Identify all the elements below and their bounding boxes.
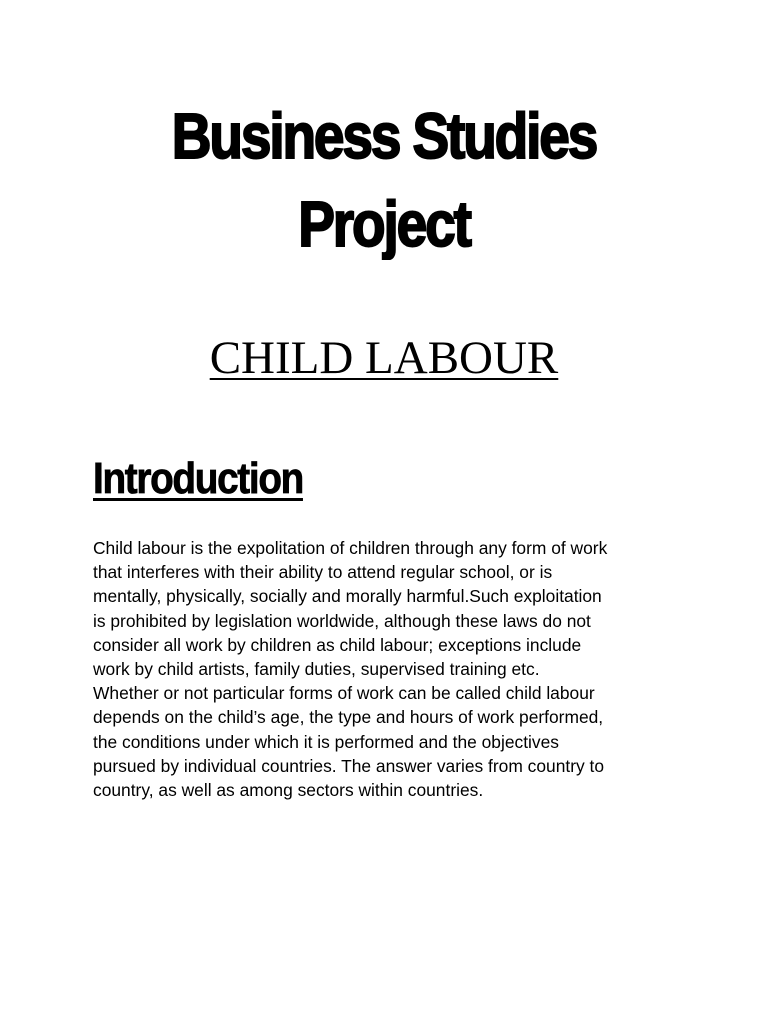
paragraph-line: is prohibited by legislation worldwide, although these laws do not [93,610,591,631]
paragraph-line: country, as well as among sectors within countries. [93,780,484,801]
paragraph-line: consider all work by children as child labour; exceptions include [93,634,582,655]
paragraph-line: work by child artists, family duties, supervised training etc. [93,659,540,680]
section-heading-introduction [93,451,303,507]
paragraph-line: depends on the child’s age, the type and hours of work performed, [93,707,604,728]
document-subtitle [0,330,768,386]
paragraph-line: Child labour is the expolitation of children through any form of work [93,538,608,558]
paragraph-line: mentally, physically, socially and morally harmful.Such exploitation [93,586,602,607]
paragraph-line: Whether or not particular forms of work can be called child labour [93,683,595,704]
subtitle-text: CHILD LABOUR [209,332,559,384]
paragraph-line: that interferes with their ability to attend regular school, or is [93,562,553,583]
paragraph-line: the conditions under which it is performed and the objectives [93,731,559,752]
document-title-line-2: Project [298,188,470,260]
document-title-line-1: Business Studies [171,100,597,172]
paragraph-line: pursued by individual countries. The answer varies from country to [93,755,605,776]
section-heading-text: Introduction [93,454,303,503]
document-title [54,92,714,268]
introduction-paragraph [93,536,693,802]
